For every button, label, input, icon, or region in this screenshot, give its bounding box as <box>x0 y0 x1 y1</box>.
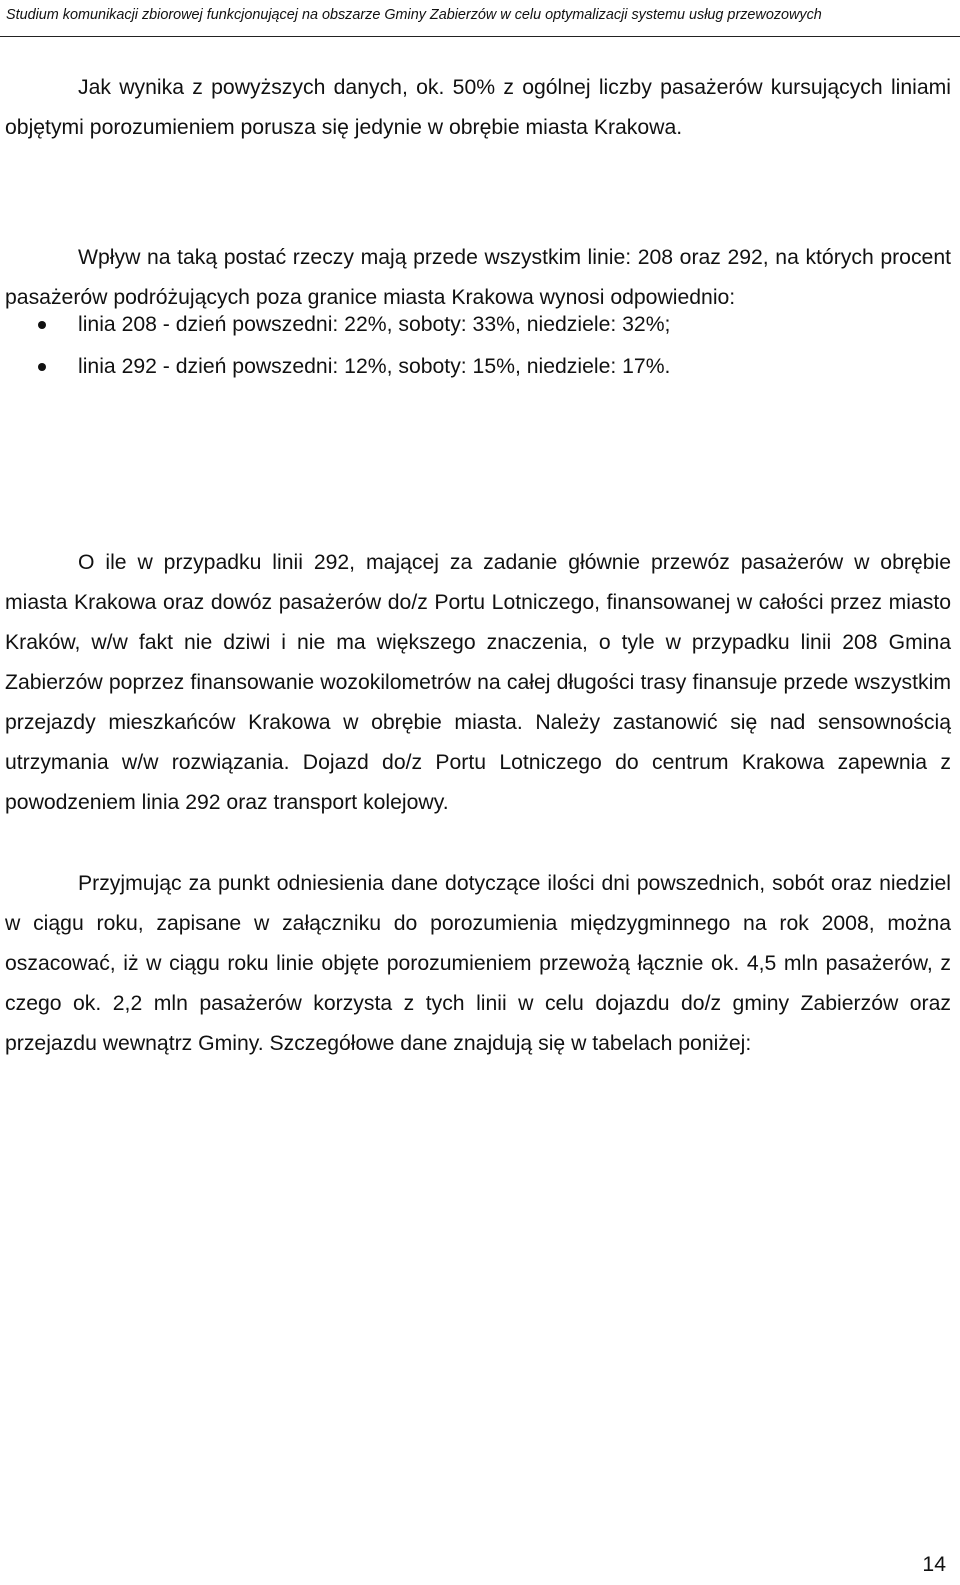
paragraph-3: O ile w przypadku linii 292, mającej za zadanie głównie przewóz pasażerów w obrębie miasta Krakowa oraz dowóz pasażerów do/z Portu Lotniczego, finansowanej w całości przez miasto Kraków, w/w fakt nie dziwi i nie ma większego znaczenia, o tyle w przypadku linii 208 Gmina Zabierzów poprzez finansowanie wozokilometrów na całej długości trasy finansuje przede wszystkim przejazdy mieszkańców Krakowa w obrębie miasta. Należy zastanowić się nad sensownością utrzymania w/w rozwiązania. Dojazd do/z Portu Lotniczego do centrum Krakowa zapewnia z powodzeniem linia 292 oraz transport kolejowy. <box>5 551 951 814</box>
page-number: 14 <box>922 1553 946 1576</box>
paragraph-1: Jak wynika z powyższych danych, ok. 50% z ogólnej liczby pasażerów kursujących liniami objętymi porozumieniem porusza się jedynie w obrębie miasta Krakowa. <box>5 76 951 139</box>
paragraph-2: Wpływ na taką postać rzeczy mają przede wszystkim linie: 208 oraz 292, na których procent pasażerów podróżujących poza granice miasta Krakowa wynosi odpowiednio: <box>5 246 951 309</box>
header-title: Studium komunikacji zbiorowej funkcjonującej na obszarze Gminy Zabierzów w celu optymalizacji systemu usług przewozowych <box>6 7 822 23</box>
bullet-icon <box>38 321 46 329</box>
list-item-text: linia 292 - dzień powszedni: 12%, soboty: 15%, niedziele: 17%. <box>78 355 671 378</box>
list-item-text: linia 208 - dzień powszedni: 22%, soboty: 33%, niedziele: 32%; <box>78 313 671 336</box>
bullet-icon <box>38 363 46 371</box>
bullet-list <box>5 304 951 388</box>
running-header <box>0 0 960 37</box>
paragraph-4: Przyjmując za punkt odniesienia dane dotyczące ilości dni powszednich, sobót oraz niedziel w ciągu roku, zapisane w załączniku do porozumienia międzygminnego na rok 2008, można oszacować, iż w ciągu roku linie objęte porozumieniem przewożą łącznie ok. 4,5 mln pasażerów, z czego ok. 2,2 mln pasażerów korzysta z tych linii w celu dojazdu do/z gminy Zabierzów oraz przejazdu wewnątrz Gminy. Szczegółowe dane znajdują się w tabelach poniżej: <box>5 872 951 1055</box>
list-item <box>5 346 951 388</box>
list-item <box>5 304 951 346</box>
